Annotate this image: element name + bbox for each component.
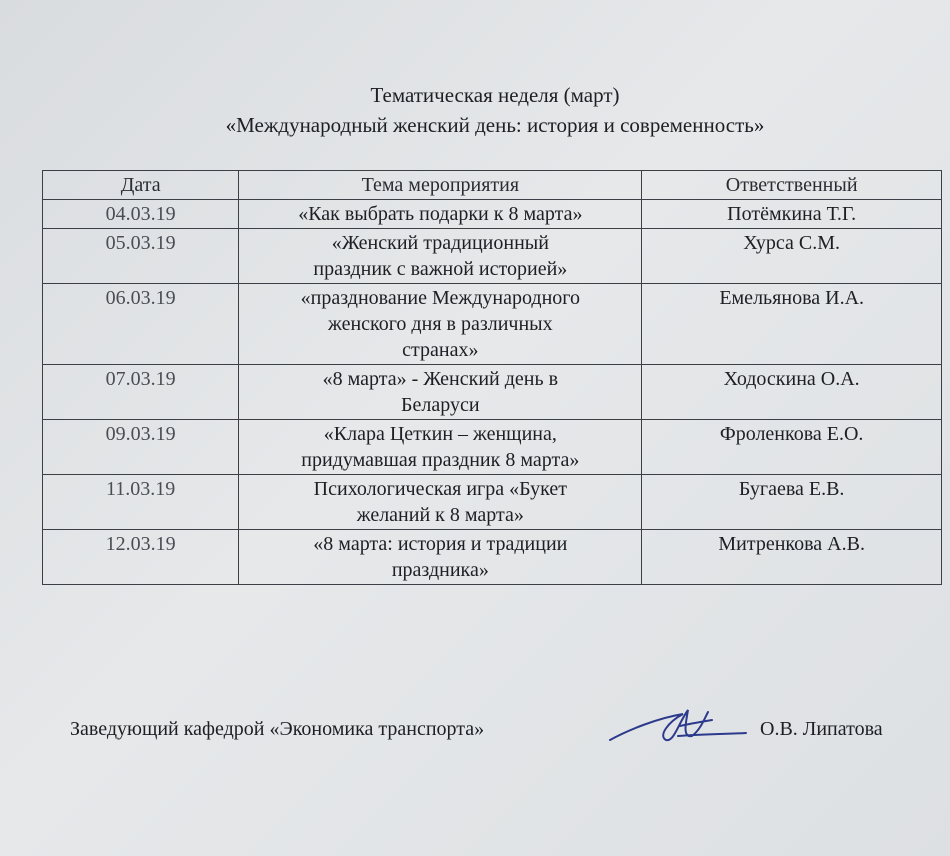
event-responsible: Фроленкова Е.О. xyxy=(642,420,942,475)
event-responsible: Ходоскина О.А. xyxy=(642,365,942,420)
topic-line: праздника» xyxy=(391,559,489,581)
table-row xyxy=(43,284,942,365)
event-topic xyxy=(239,365,642,420)
topic-line: желаний к 8 марта» xyxy=(356,504,524,526)
event-date: 06.03.19 xyxy=(43,284,239,365)
event-date: 07.03.19 xyxy=(43,365,239,420)
event-responsible: Хурса С.М. xyxy=(642,229,942,284)
signature-block xyxy=(70,718,930,758)
topic-line: «Как выбрать подарки к 8 марта» xyxy=(298,203,583,225)
topic-line: «празднование Международного xyxy=(300,287,580,309)
event-topic xyxy=(239,530,642,585)
header-responsible: Ответственный xyxy=(642,171,942,200)
event-responsible: Бугаева Е.В. xyxy=(642,475,942,530)
topic-line: «Женский традиционный xyxy=(331,232,549,254)
title-line-2: «Международный женский день: история и современность» xyxy=(225,113,765,137)
event-topic xyxy=(239,200,642,229)
topic-line: странах» xyxy=(402,339,479,361)
event-topic xyxy=(239,420,642,475)
event-date: 09.03.19 xyxy=(43,420,239,475)
topic-line: «8 марта» - Женский день в xyxy=(322,368,559,390)
header-date: Дата xyxy=(43,171,239,200)
signatory-name: О.В. Липатова xyxy=(760,718,883,740)
event-date: 11.03.19 xyxy=(43,475,239,530)
topic-line: «8 марта: история и традиции xyxy=(313,533,568,555)
handwritten-signature xyxy=(608,700,748,750)
event-topic xyxy=(239,229,642,284)
topic-line: женского дня в различных xyxy=(328,313,553,335)
topic-line: придумавшая праздник 8 марта» xyxy=(301,449,580,471)
events-table xyxy=(42,170,942,585)
table-row xyxy=(43,200,942,229)
table-row xyxy=(43,229,942,284)
event-date: 05.03.19 xyxy=(43,229,239,284)
event-responsible: Митренкова А.В. xyxy=(642,530,942,585)
header-topic: Тема мероприятия xyxy=(239,171,642,200)
table-row xyxy=(43,530,942,585)
event-responsible: Потёмкина Т.Г. xyxy=(642,200,942,229)
table-header-row xyxy=(43,171,942,200)
title-line-1: Тематическая неделя (март) xyxy=(370,83,620,107)
topic-line: Беларуси xyxy=(401,394,480,416)
event-date: 04.03.19 xyxy=(43,200,239,229)
document-title xyxy=(0,80,950,140)
topic-line: Психологическая игра «Букет xyxy=(313,478,567,500)
table-row xyxy=(43,475,942,530)
event-topic xyxy=(239,475,642,530)
event-topic xyxy=(239,284,642,365)
topic-line: «Клара Цеткин – женщина, xyxy=(323,423,557,445)
event-date: 12.03.19 xyxy=(43,530,239,585)
topic-line: праздник с важной историей» xyxy=(313,258,568,280)
signatory-role: Заведующий кафедрой «Экономика транспорта» xyxy=(70,718,485,740)
table-row xyxy=(43,365,942,420)
table-row xyxy=(43,420,942,475)
event-responsible: Емельянова И.А. xyxy=(642,284,942,365)
